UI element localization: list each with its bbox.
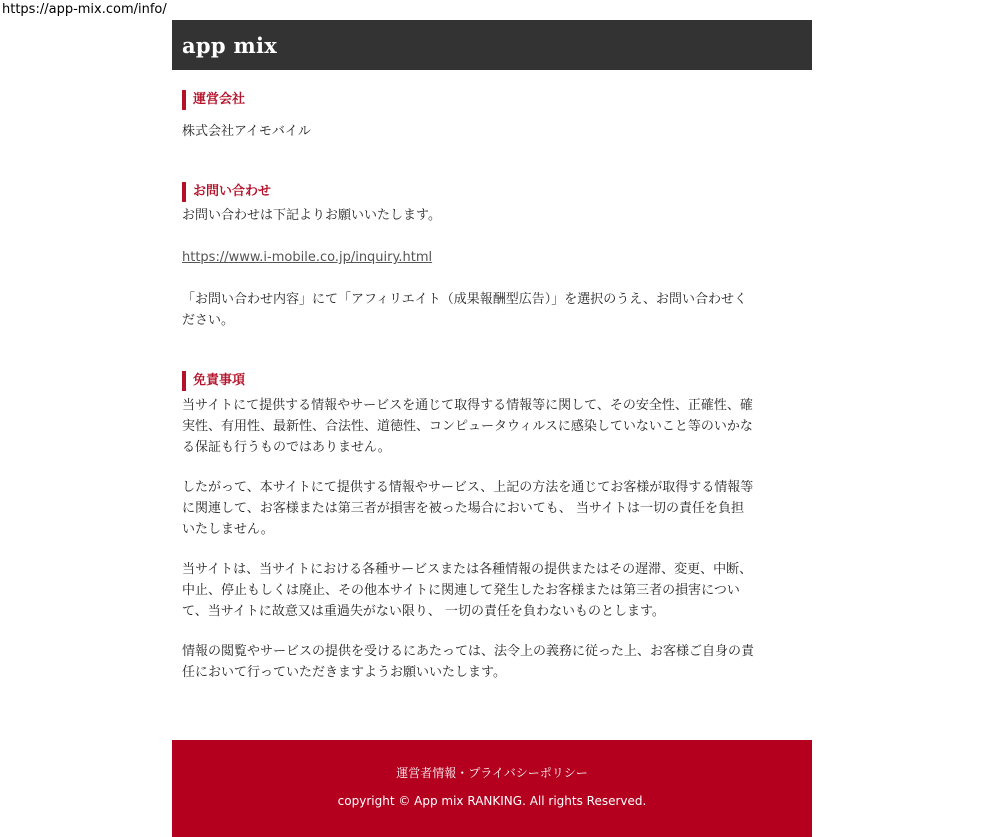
disclaimer-line: 任において行っていただきますようお願いいたします。	[182, 665, 506, 680]
disclaimer-line: 当サイトは、当サイトにおける各種サービスまたは各種情報の提供またはその遅滞、変更、中断、	[182, 562, 753, 577]
inquiry-link[interactable]: https://www.i-mobile.co.jp/inquiry.html	[182, 250, 433, 265]
disclaimer-line: 当サイトにて提供する情報やサービスを通じて取得する情報等に関して、その安全性、正確性、確	[182, 398, 753, 413]
disclaimer-paragraph-2	[182, 477, 802, 540]
site-footer	[172, 740, 812, 837]
disclaimer-heading: 免責事項	[182, 371, 802, 391]
company-section	[182, 90, 802, 142]
disclaimer-paragraph-1	[182, 395, 802, 458]
copyright-text: copyright © App mix RANKING. All rights Reserved.	[337, 794, 647, 808]
disclaimer-line: に関連して、お客様または第三者が損害を被った場合においても、 当サイトは一切の責任を負担	[182, 501, 744, 516]
disclaimer-line: 実性、有用性、最新性、合法性、道徳性、コンピュータウィルスに感染していないこと等のいかな	[182, 419, 753, 434]
footer-nav	[172, 764, 812, 782]
contact-section	[182, 182, 802, 331]
disclaimer-line: したがって、本サイトにて提供する情報やサービス、上記の方法を通じてお客様が取得する情報等	[182, 480, 754, 495]
page-container	[172, 20, 812, 808]
disclaimer-line: る保証も行うものではありません。	[182, 440, 391, 455]
disclaimer-line: て、当サイトに故意又は重過失がない限り、 一切の責任を負わないものとします。	[182, 604, 665, 619]
disclaimer-line: 中止、停止もしくは廃止、その他本サイトに関連して発生したお客様または第三者の損害につい	[182, 583, 740, 598]
disclaimer-paragraph-4	[182, 641, 802, 683]
contact-note-line: 「お問い合わせ内容」にて「アフィリエイト（成果報酬型広告）」を選択のうえ、お問い合わせく	[182, 292, 747, 307]
site-header	[172, 20, 812, 70]
disclaimer-section	[182, 371, 802, 683]
contact-intro: お問い合わせは下記よりお願いいたします。	[182, 208, 441, 223]
contact-heading: お問い合わせ	[182, 182, 802, 202]
company-heading: 運営会社	[182, 90, 802, 110]
contact-note-line: ださい。	[182, 313, 235, 328]
contact-note	[182, 289, 802, 331]
footer-link-operator-info[interactable]: 運営者情報	[396, 766, 457, 780]
address-bar-url[interactable]: https://app-mix.com/info/	[2, 2, 167, 17]
disclaimer-line: 情報の閲覧やサービスの提供を受けるにあたっては、法令上の義務に従った上、お客様ご自身の責	[182, 644, 755, 659]
company-name: 株式会社アイモバイル	[182, 124, 311, 139]
footer-separator: ・	[456, 766, 469, 780]
footer-link-privacy-policy[interactable]: プライバシーポリシー	[468, 766, 588, 780]
site-title[interactable]: app mix	[182, 32, 278, 58]
disclaimer-paragraph-3	[182, 559, 802, 622]
main-content	[172, 90, 812, 683]
disclaimer-line: いたしません。	[182, 522, 274, 537]
